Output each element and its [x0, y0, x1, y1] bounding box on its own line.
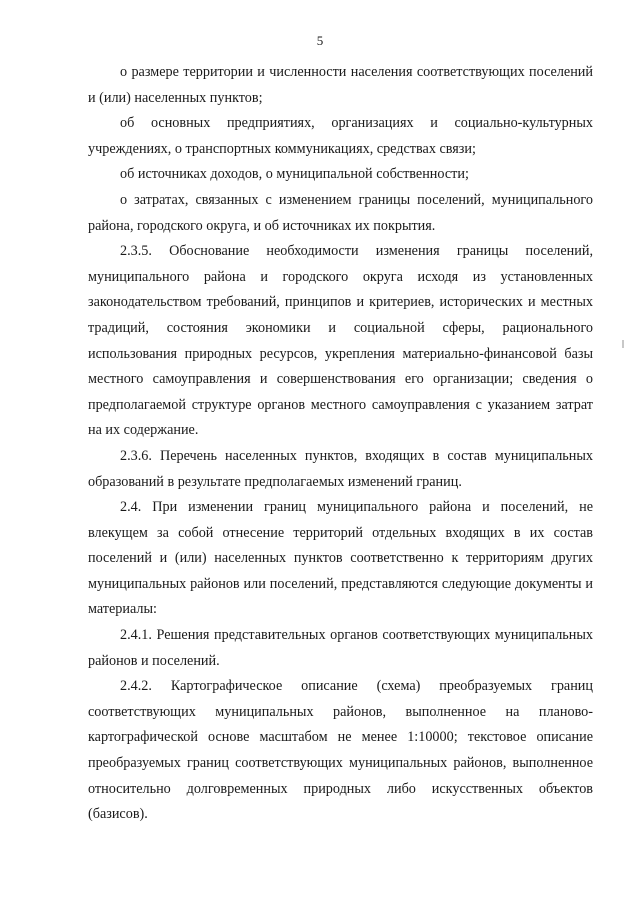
- document-body: [88, 60, 593, 828]
- paragraph-2-4: 2.4. При изменении границ муниципального района и поселений, не влекущем за собой отнесение территорий отдельных входящих в их состав поселений и (или) населенных пунктов соответственно к территориям других муниципальных районов или поселений, представляются следующие документы и материалы:: [88, 499, 593, 618]
- paragraph-2-3-6: 2.3.6. Перечень населенных пунктов, входящих в состав муниципальных образований в результате предполагаемых изменений границ.: [88, 447, 593, 490]
- paragraph-territory-size: о размере территории и численности населения соответствующих поселений и (или) населенных пунктов;: [88, 64, 593, 106]
- paragraph-enterprises: об основных предприятиях, организациях и социально-культурных учреждениях, о транспортных коммуникациях, средствах связи;: [88, 115, 593, 157]
- paragraph-2-4-1: 2.4.1. Решения представительных органов соответствующих муниципальных районов и поселений.: [88, 627, 593, 669]
- page-number: 5: [316, 33, 324, 48]
- scan-artifact: [622, 340, 624, 348]
- paragraph-2-4-2: 2.4.2. Картографическое описание (схема) преобразуемых границ соответствующих муниципальных районов, выполненное на планово-картографической основе масштабом не менее 1:10000; текстовое описание преобразуемых границ соответствующих муниципальных районов, выполненное относительно долговременных природных либо искусственных объектов (базисов).: [88, 678, 593, 823]
- paragraph-costs: о затратах, связанных с изменением границы поселений, муниципального района, городского округа, и об источниках их покрытия.: [88, 191, 593, 234]
- paragraph-income-sources: об источниках доходов, о муниципальной собственности;: [120, 166, 469, 183]
- paragraph-2-3-5: 2.3.5. Обоснование необходимости изменения границы поселений, муниципального района и городского округа исходя из установленных законодательством требований, принципов и критериев, исторических и местных традиций, состояния экономики и социальной сферы, рационального использования природных ресурсов, укрепления материально-финансовой базы местного самоуправления и совершенствования его организации; сведения о предполагаемой структуре органов местного самоуправления с указанием затрат на их содержание.: [88, 243, 593, 439]
